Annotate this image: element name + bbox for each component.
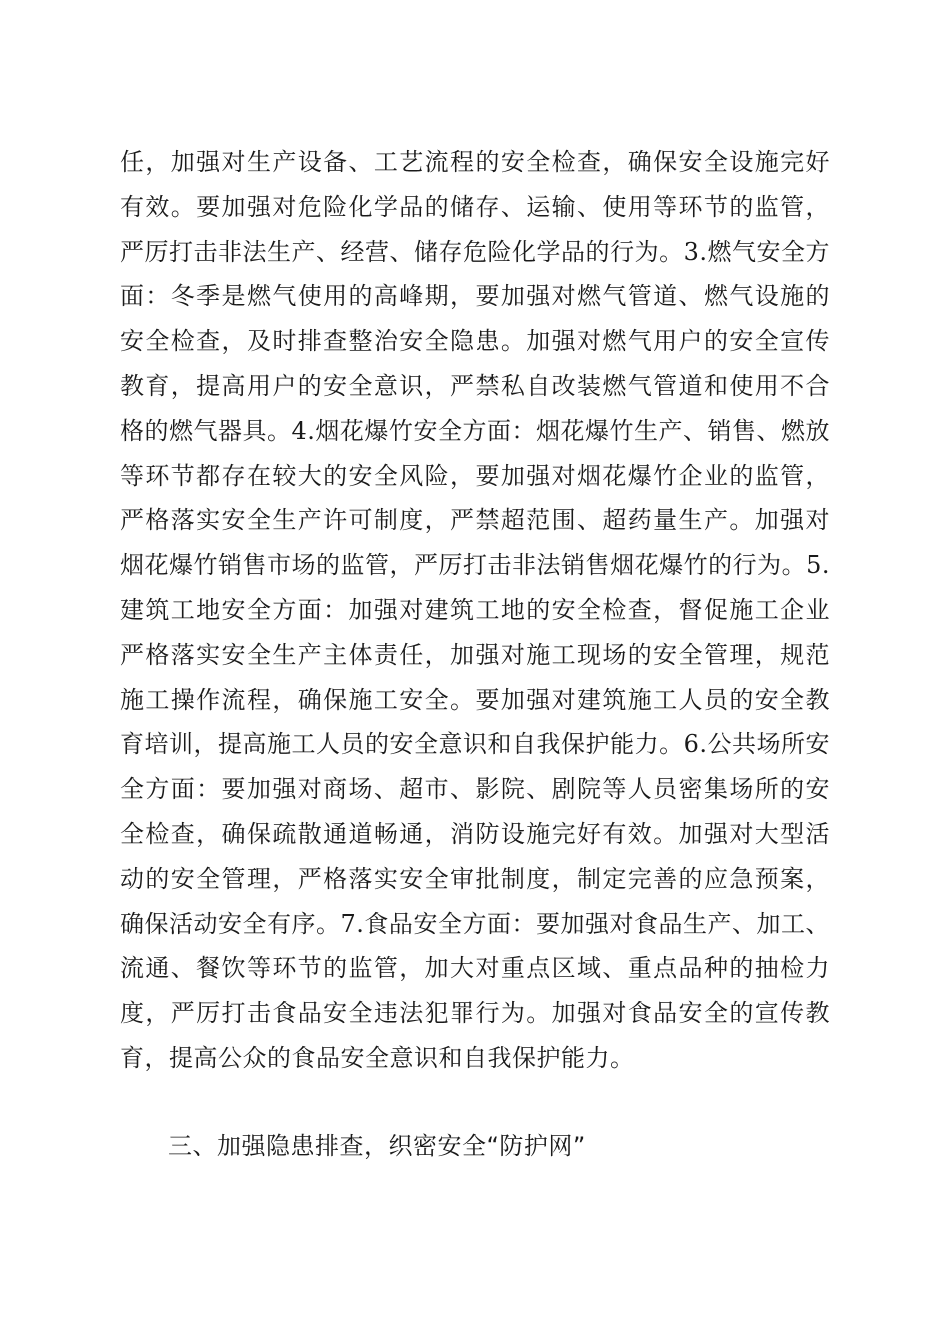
- section-heading: 三、加强隐患排查，织密安全“防护网”: [168, 1132, 586, 1160]
- body-paragraph: 任，加强对生产设备、工艺流程的安全检查，确保安全设施完好有效。要加强对危险化学品的储存、运输、使用等环节的监管，严厉打击非法生产、经营、储存危险化学品的行为。3.燃气安全方面：冬季是燃气使用的高峰期，要加强对燃气管道、燃气设施的安全检查，及时排查整治安全隐患。加强对燃气用户的安全宣传教育，提高用户的安全意识，严禁私自改装燃气管道和使用不合格的燃气器具。4.烟花爆竹安全方面：烟花爆竹生产、销售、燃放等环节都存在较大的安全风险，要加强对烟花爆竹企业的监管，严格落实安全生产许可制度，严禁超范围、超药量生产。加强对烟花爆竹销售市场的监管，严厉打击非法销售烟花爆竹的行为。5.建筑工地安全方面：加强对建筑工地的安全检查，督促施工企业严格落实安全生产主体责任，加强对施工现场的安全管理，规范施工操作流程，确保施工安全。要加强对建筑施工人员的安全教育培训，提高施工人员的安全意识和自我保护能力。6.公共场所安全方面：要加强对商场、超市、影院、剧院等人员密集场所的安全检查，确保疏散通道畅通，消防设施完好有效。加强对大型活动的安全管理，严格落实安全审批制度，制定完善的应急预案，确保活动安全有序。7.食品安全方面：要加强对食品生产、加工、流通、餐饮等环节的监管，加大对重点区域、重点品种的抽检力度，严厉打击食品安全违法犯罪行为。加强对食品安全的宣传教育，提高公众的食品安全意识和自我保护能力。: [120, 148, 830, 1072]
